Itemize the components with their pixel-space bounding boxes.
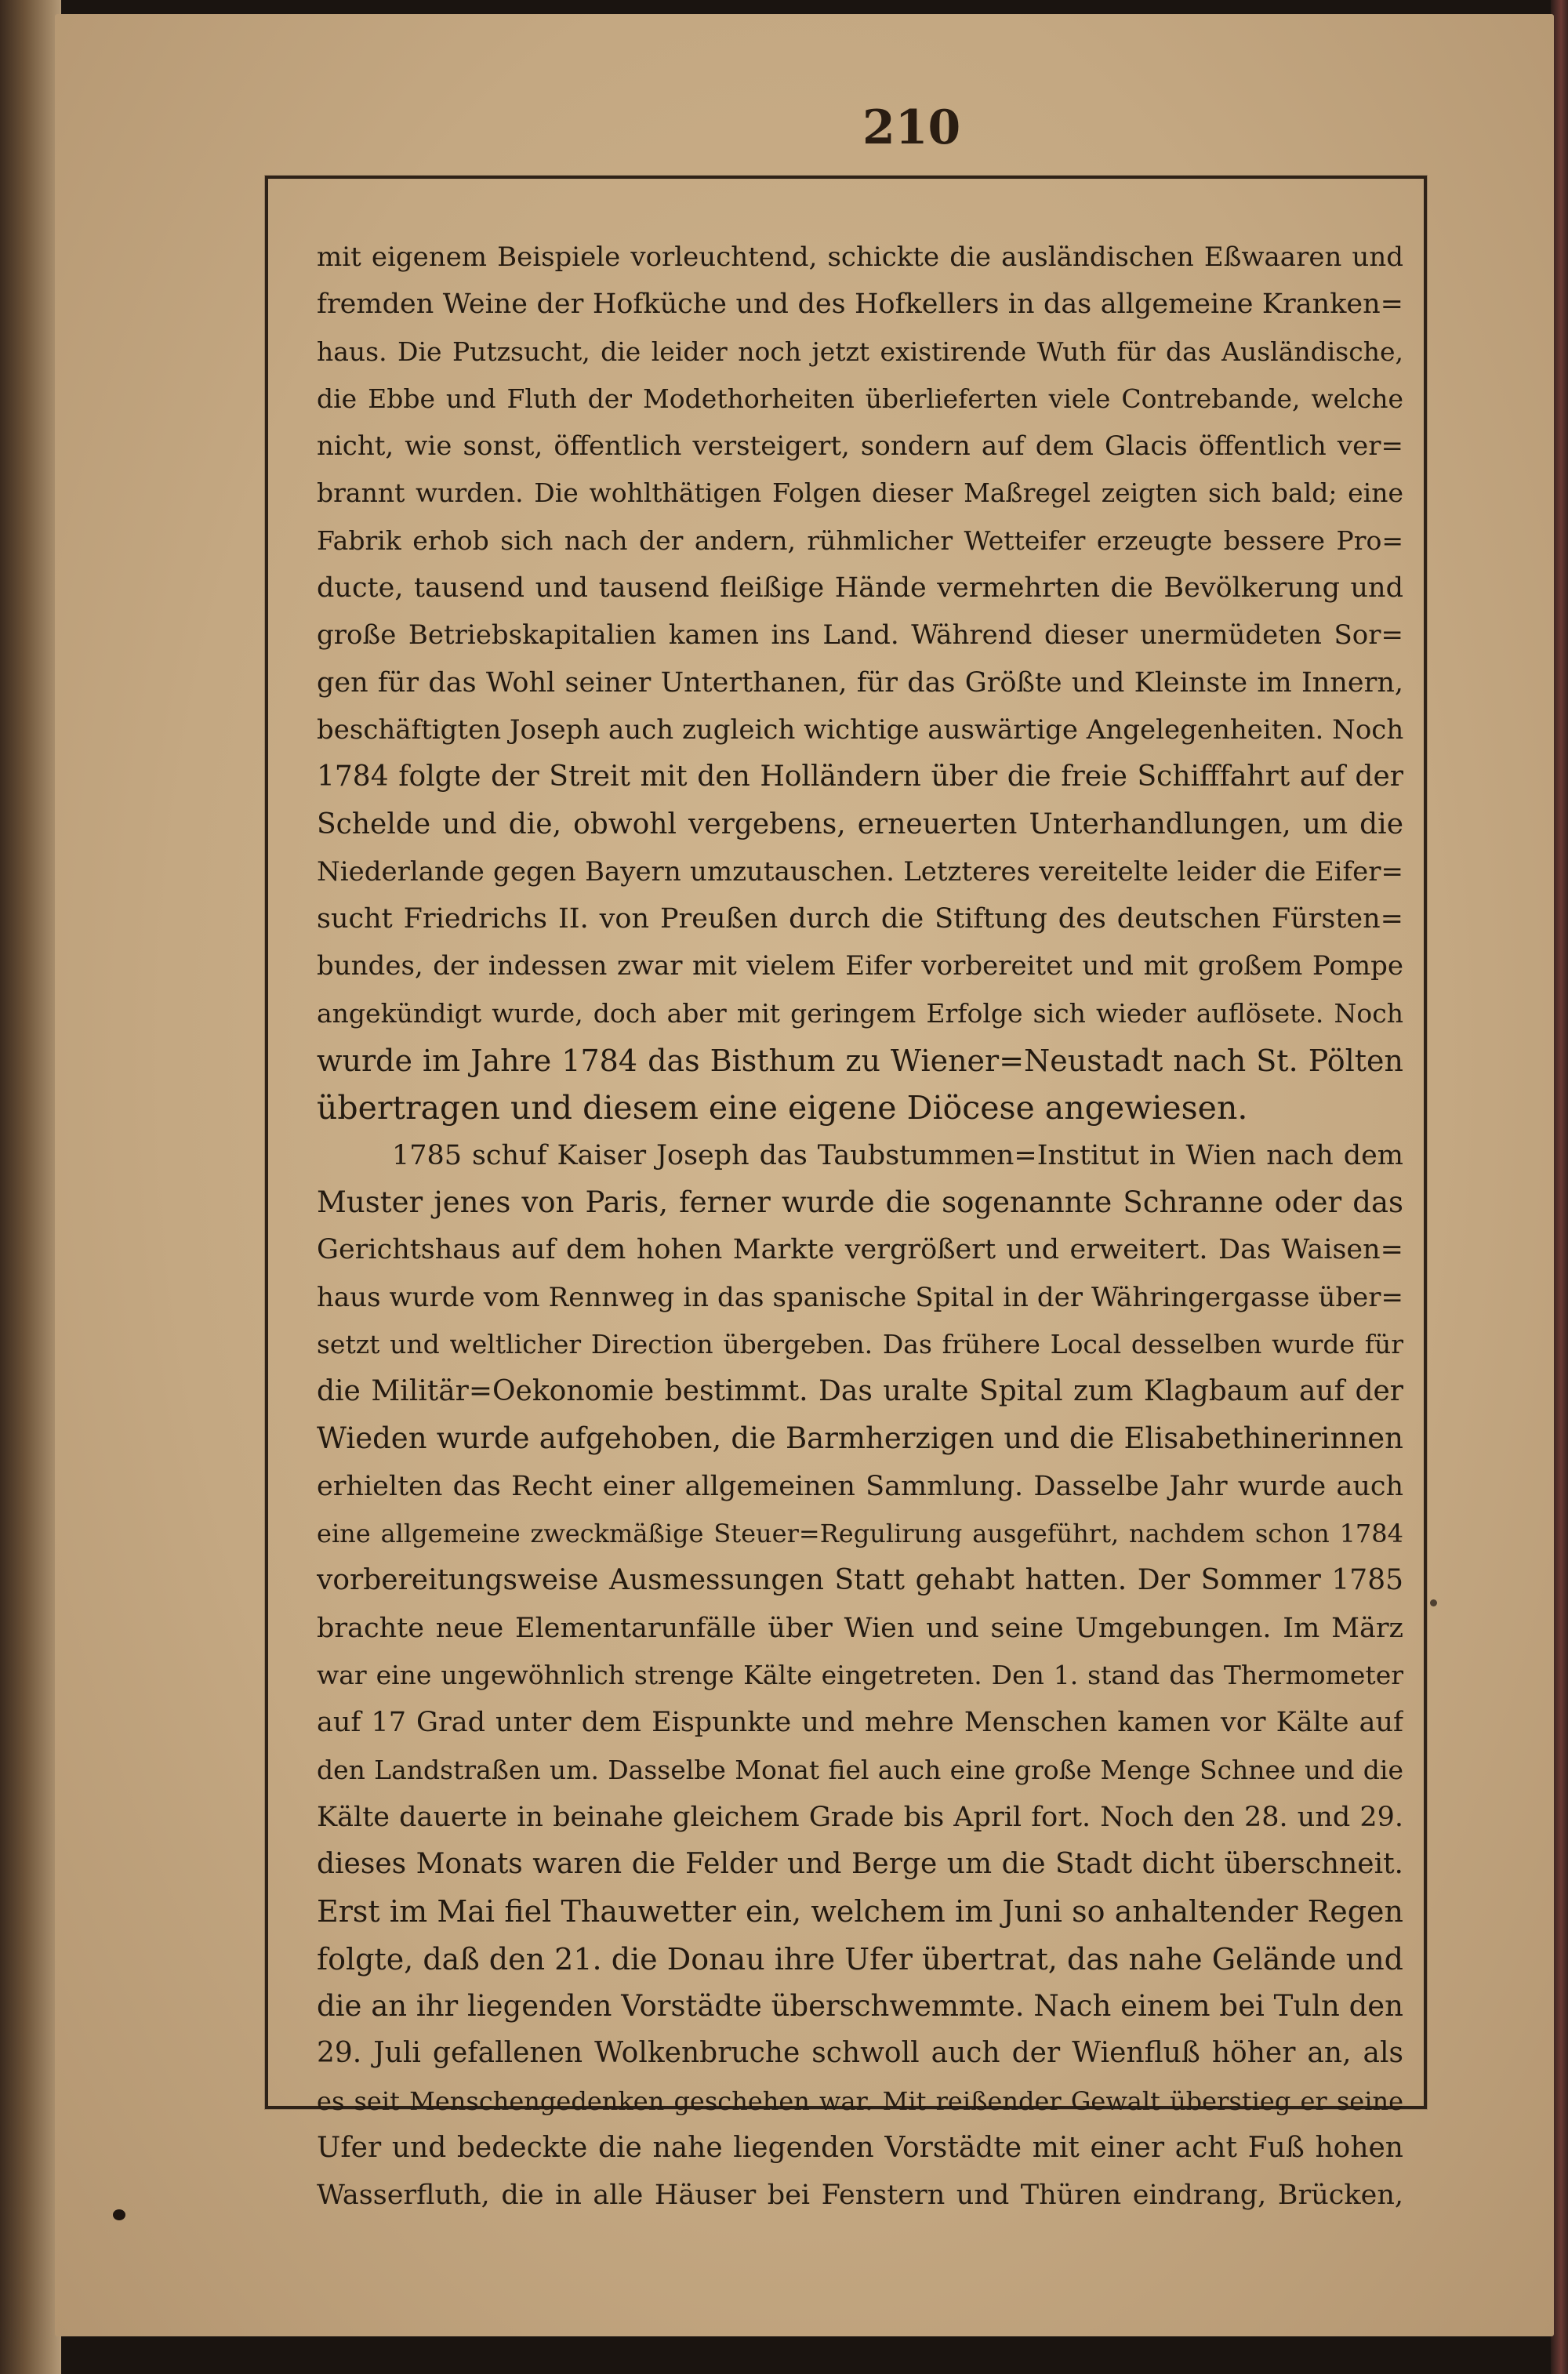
text-line: haus wurde vom Rennweg in das spanische Spital in der Währingergasse über= bbox=[317, 1281, 1403, 1313]
ink-spot bbox=[113, 2209, 125, 2220]
text-line: beschäftigten Joseph auch zugleich wichtige auswärtige Angelegenheiten. Noch bbox=[317, 713, 1403, 746]
text-line: Schelde und die, obwohl vergebens, erneuerten Unterhandlungen, um die bbox=[317, 808, 1403, 840]
paragraph-end-line: übertragen und diesem eine eigene Diöcese angewiesen. bbox=[317, 1089, 1248, 1127]
ink-spot bbox=[1430, 1599, 1437, 1606]
text-line: Wasserfluth, die in alle Häuser bei Fenstern und Thüren eindrang, Brücken, bbox=[317, 2180, 1403, 2212]
text-line: ducte, tausend und tausend fleißige Hände vermehrten die Bevölkerung und bbox=[317, 572, 1403, 604]
text-line: nicht, wie sonst, öffentlich versteigert, sondern auf dem Glacis öffentlich ver= bbox=[317, 430, 1403, 463]
text-line: 29. Juli gefallenen Wolkenbruche schwoll auch der Wienfluß höher an, als bbox=[317, 2037, 1403, 2070]
text-line: war eine ungewöhnlich strenge Kälte eingetreten. Den 1. stand das Thermometer bbox=[317, 1659, 1403, 1690]
book-spine bbox=[0, 0, 61, 2374]
text-line: den Landstraßen um. Dasselbe Monat fiel auch eine große Menge Schnee und die bbox=[317, 1754, 1403, 1785]
text-line: folgte, daß den 21. die Donau ihre Ufer übertrat, das nahe Gelände und bbox=[317, 1941, 1403, 1977]
text-line: gen für das Wohl seiner Unterthanen, für das Größte und Kleinste im Innern, bbox=[317, 666, 1403, 699]
text-line: angekündigt wurde, doch aber mit geringem Erfolge sich wieder auflösete. Noch bbox=[317, 997, 1403, 1029]
text-line: vorbereitungsweise Ausmessungen Statt gehabt hatten. Der Sommer 1785 bbox=[317, 1564, 1403, 1597]
text-line: setzt und weltlicher Direction übergeben. Das frühere Local desselben wurde für bbox=[317, 1328, 1403, 1359]
text-line: brannt wurden. Die wohlthätigen Folgen dieser Maßregel zeigten sich bald; eine bbox=[317, 477, 1403, 509]
text-line: auf 17 Grad unter dem Eispunkte und mehre Menschen kamen vor Kälte auf bbox=[317, 1707, 1403, 1739]
body-text bbox=[317, 234, 1403, 2219]
text-line: Erst im Mai fiel Thauwetter ein, welchem im Juni so anhaltender Regen bbox=[317, 1894, 1403, 1929]
text-line: Ufer und bedeckte die nahe liegenden Vorstädte mit einer acht Fuß hohen bbox=[317, 2131, 1403, 2164]
text-line: Muster jenes von Paris, ferner wurde die sogenannte Schranne oder das bbox=[317, 1185, 1403, 1219]
text-line: es seit Menschengedenken geschehen war. Mit reißender Gewalt überstieg er seine bbox=[317, 2085, 1403, 2116]
text-line: brachte neue Elementarunfälle über Wien und seine Umgebungen. Im März bbox=[317, 1612, 1403, 1644]
text-line: wurde im Jahre 1784 das Bisthum zu Wiener=Neustadt nach St. Pölten bbox=[317, 1044, 1403, 1079]
text-line: große Betriebskapitalien kamen ins Land. Während dieser unermüdeten Sor= bbox=[317, 619, 1403, 652]
text-line: fremden Weine der Hofküche und des Hofkellers in das allgemeine Kranken= bbox=[317, 289, 1403, 321]
text-line: sucht Friedrichs II. von Preußen durch die Stiftung des deutschen Fürsten= bbox=[317, 903, 1403, 935]
page-number: 210 bbox=[862, 100, 961, 155]
text-line: Gerichtshaus auf dem hohen Markte vergrößert und erweitert. Das Waisen= bbox=[317, 1234, 1403, 1266]
text-line: die Militär=Oekonomie bestimmt. Das uralte Spital zum Klagbaum auf der bbox=[317, 1375, 1403, 1408]
text-line: haus. Die Putzsucht, die leider noch jetzt existirende Wuth für das Ausländische, bbox=[317, 336, 1403, 367]
text-line: die Ebbe und Fluth der Modethorheiten überlieferten viele Contrebande, welche bbox=[317, 383, 1403, 414]
text-line: Kälte dauerte in beinahe gleichem Grade bis April fort. Noch den 28. und 29. bbox=[317, 1801, 1403, 1833]
text-line: dieses Monats waren die Felder und Berge um die Stadt dicht überschneit. bbox=[317, 1848, 1403, 1881]
text-line: Wieden wurde aufgehoben, die Barmherzigen und die Elisabethinerinnen bbox=[317, 1421, 1403, 1456]
text-line: eine allgemeine zweckmäßige Steuer=Regulirung ausgeführt, nachdem schon 1784 bbox=[317, 1519, 1403, 1549]
text-line: Fabrik erhob sich nach der andern, rühmlicher Wetteifer erzeugte bessere Pro= bbox=[317, 525, 1403, 556]
text-line: mit eigenem Beispiele vorleuchtend, schickte die ausländischen Eßwaaren und bbox=[317, 241, 1403, 273]
paragraph-start-line: 1785 schuf Kaiser Joseph das Taubstummen=Institut in Wien nach dem bbox=[392, 1139, 1403, 1171]
text-line: erhielten das Recht einer allgemeinen Sammlung. Dasselbe Jahr wurde auch bbox=[317, 1470, 1403, 1502]
text-line: bundes, der indessen zwar mit vielem Eifer vorbereitet und mit großem Pompe bbox=[317, 950, 1403, 982]
text-line: die an ihr liegenden Vorstädte überschwemmte. Nach einem bei Tuln den bbox=[317, 1988, 1403, 2023]
text-line: Niederlande gegen Bayern umzutauschen. Letzteres vereitelte leider die Eifer= bbox=[317, 855, 1403, 888]
text-line: 1784 folgte der Streit mit den Holländern über die freie Schifffahrt auf der bbox=[317, 760, 1403, 793]
